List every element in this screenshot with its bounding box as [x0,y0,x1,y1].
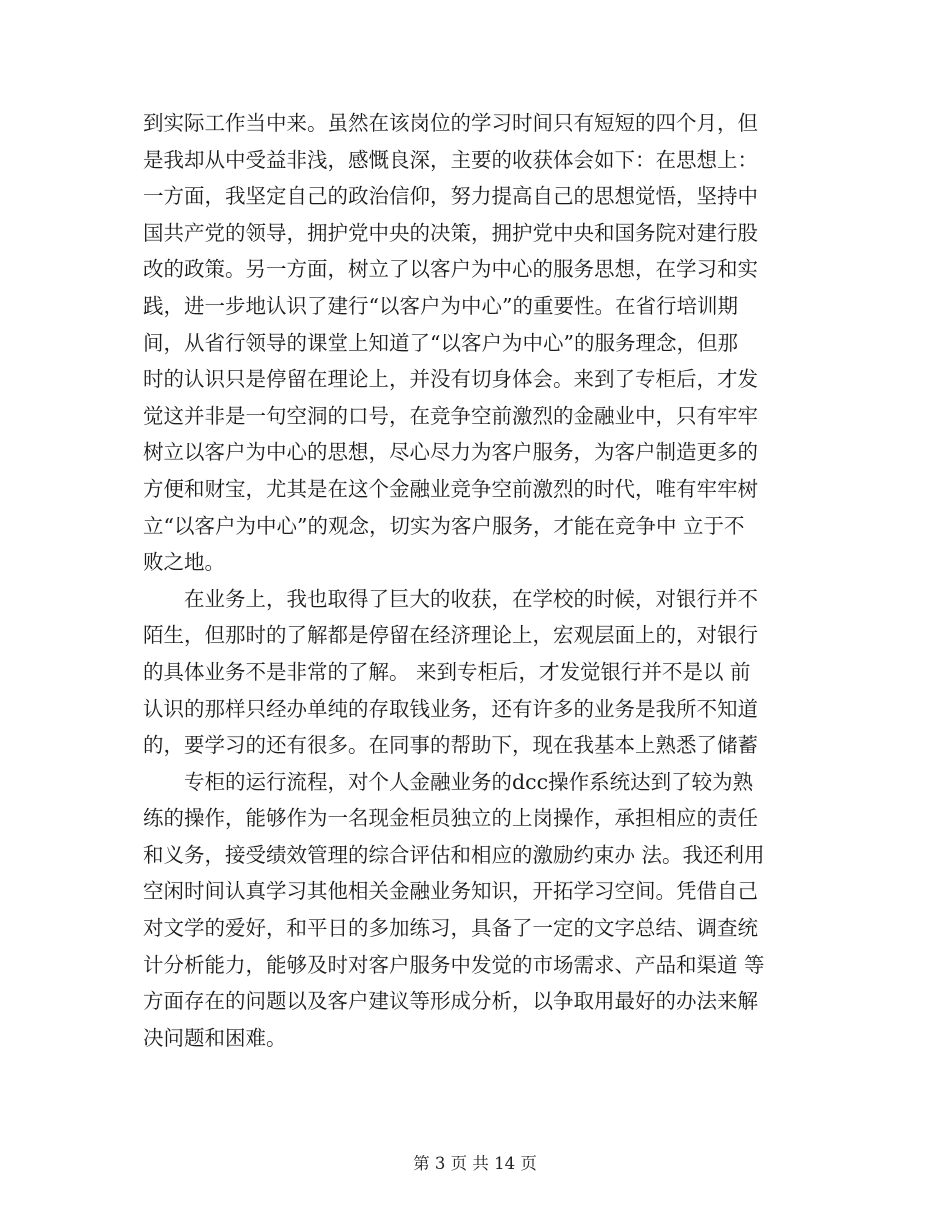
paragraph [143,581,813,764]
text-line: 国共产党的领导，拥护党中央的决策，拥护党中央和国务院对建行股 [143,220,758,245]
paragraph [143,105,813,581]
text-line: 觉这并非是一句空洞的口号，在竞争空前激烈的金融业中，只有牢牢 [143,403,758,428]
page-number-footer: 第 3 页 共 14 页 [413,1154,537,1173]
body-text [143,105,813,1056]
text-line: 专柜的运行流程，对个人金融业务的dcc操作系统达到了较为熟 [184,769,754,794]
text-line: 一方面，我坚定自己的政治信仰，努力提高自己的思想觉悟，坚持中 [143,184,758,209]
text-line: 树立以客户为中心的思想，尽心尽力为客户服务，为客户制造更多的 [143,440,758,465]
text-line: 计分析能力，能够及时对客户服务中发觉的市场需求、产品和渠道 等 [143,952,765,977]
text-line: 空闲时间认真学习其他相关金融业务知识，开拓学习空间。凭借自己 [143,879,758,904]
text-line: 练的操作，能够作为一名现金柜员独立的上岗操作，承担相应的责任 [143,806,758,831]
text-line: 间，从省行领导的课堂上知道了“以客户为中心”的服务理念，但那 [143,330,738,355]
text-line: 方便和财宝，尤其是在这个金融业竞争空前激烈的时代，唯有牢牢树 [143,476,758,501]
text-line: 决问题和困难。 [143,1025,287,1050]
text-line: 和义务，接受绩效管理的综合评估和相应的激励约束办 法。我还利用 [143,842,765,867]
text-line: 改的政策。另一方面，树立了以客户为中心的服务思想，在学习和实 [143,257,758,282]
text-line: 的具体业务不是非常的了解。 来到专柜后，才发觉银行并不是以 前 [143,659,751,684]
text-line: 践，进一步地认识了建行“以客户为中心”的重要性。在省行培训期 [143,293,738,318]
text-line: 立“以客户为中心”的观念，切实为客户服务，才能在竞争中 立于不 [143,513,745,538]
text-line: 认识的那样只经办单纯的存取钱业务，还有许多的业务是我所不知道 [143,696,758,721]
text-line: 的，要学习的还有很多。在同事的帮助下，现在我基本上熟悉了储蓄 [143,733,758,758]
text-line: 是我却从中受益非浅，感慨良深，主要的收获体会如下：在思想上： [143,147,758,172]
text-line: 对文学的爱好，和平日的多加练习，具备了一定的文字总结、调查统 [143,916,758,941]
text-line: 在业务上，我也取得了巨大的收获，在学校的时候，对银行并不 [184,586,758,611]
paragraph [143,764,813,1057]
text-line: 败之地。 [143,550,225,575]
text-line: 方面存在的问题以及客户建议等形成分析，以争取用最好的办法来解 [143,989,758,1014]
text-line: 到实际工作当中来。虽然在该岗位的学习时间只有短短的四个月，但 [143,111,758,135]
text-line: 时的认识只是停留在理论上，并没有切身体会。来到了专柜后，才发 [143,367,758,392]
text-line: 陌生，但那时的了解都是停留在经济理论上，宏观层面上的，对银行 [143,623,758,648]
